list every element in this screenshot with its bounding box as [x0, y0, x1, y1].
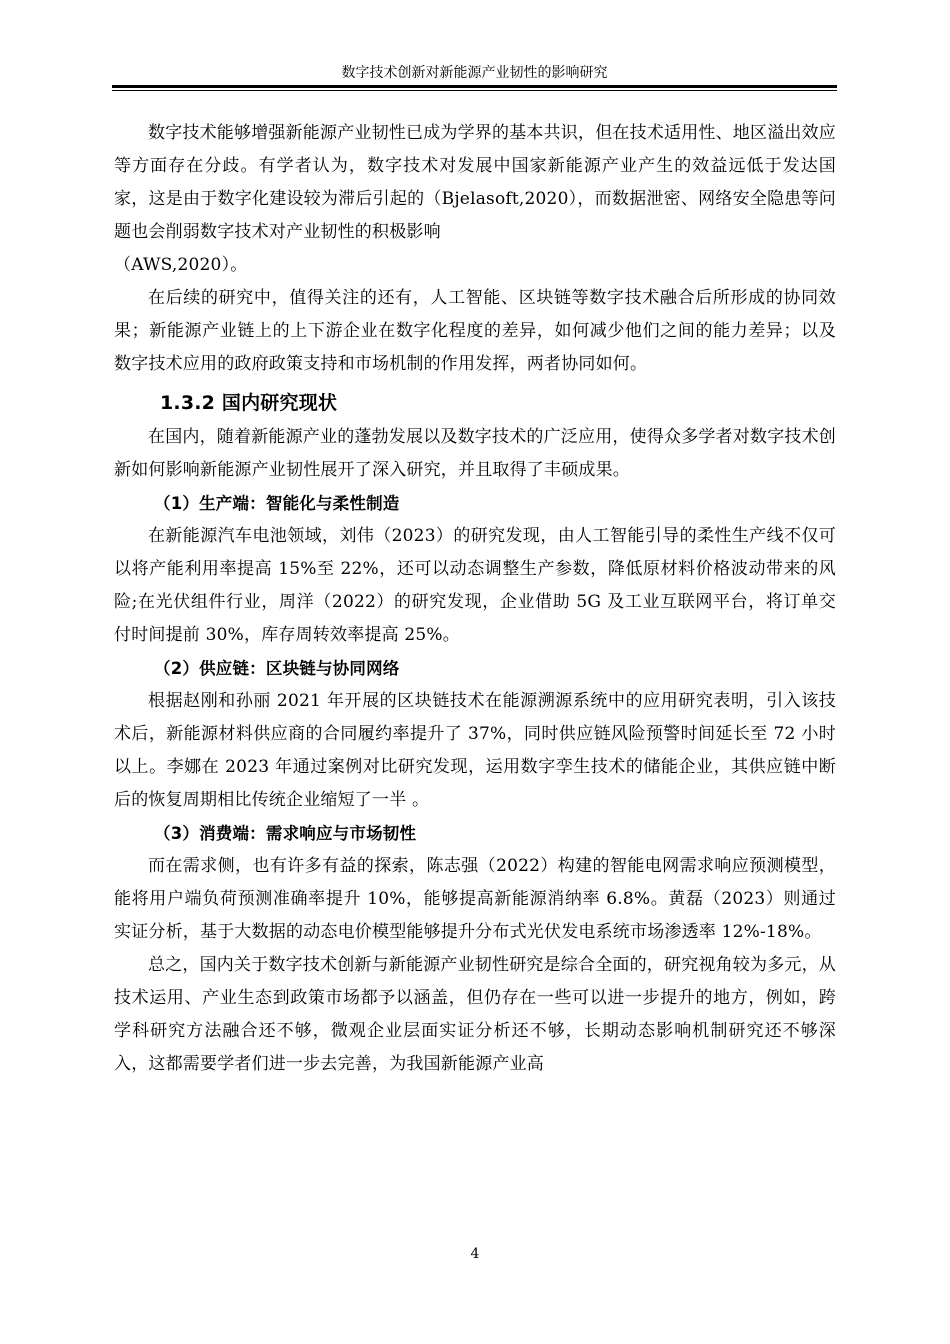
header-rule-thick — [112, 85, 837, 88]
body-text — [114, 117, 836, 1081]
summary-paragraph: 总之，国内关于数字技术创新与新能源产业韧性研究是综合全面的，研究视角较为多元，从技术运用、产业生态到政策市场都予以涵盖，但仍存在一些可以进一步提升的地方，例如，跨学科研究方法融合还不够，微观企业层面实证分析还不够，长期动态影响机制研究还不够深入，这都需要学者们进一步去完善，为我国新能源产业高 — [114, 955, 836, 1074]
section-heading: 1.3.2 国内研究现状 — [160, 392, 338, 414]
section-intro-paragraph: 在国内，随着新能源产业的蓬勃发展以及数字技术的广泛应用，使得众多学者对数字技术创新如何影响新能源产业韧性展开了深入研究，并且取得了丰硕成果。 — [114, 427, 836, 480]
running-header: 数字技术创新对新能源产业韧性的影响研究 — [341, 65, 608, 81]
intro-paragraph-2: 在后续的研究中，值得关注的还有，人工智能、区块链等数字技术融合后所形成的协同效果；新能源产业链上的上下游企业在数字化程度的差异，如何减少他们之间的能力差异；以及数字技术应用的政府政策支持和市场机制的作用发挥，两者协同如何。 — [114, 288, 836, 374]
subsection-paragraph-production: 在新能源汽车电池领域，刘伟（2023）的研究发现，由人工智能引导的柔性生产线不仅可以将产能利用率提高 15%至 22%，还可以动态调整生产参数，降低原材料价格波动带来的风险;在光伏组件行业，周洋（2022）的研究发现，企业借助 5G 及工业互联网平台，将订单交付时间提前 30%，库存周转效率提高 25%。 — [114, 526, 836, 645]
subsection-paragraph-supply-chain: 根据赵刚和孙丽 2021 年开展的区块链技术在能源溯源系统中的应用研究表明，引入该技术后，新能源材料供应商的合同履约率提升了 37%，同时供应链风险预警时间延长至 72 小时以上。李娜在 2023 年通过案例对比研究发现，运用数字孪生技术的储能企业，其供应链中断后的恢复周期相比传统企业缩短了一半 。 — [114, 691, 836, 810]
header-rule-thin — [112, 90, 837, 91]
subsection-heading-consumption: （3）消费端：需求响应与市场韧性 — [154, 824, 417, 843]
subsection-paragraph-consumption: 而在需求侧，也有许多有益的探索，陈志强（2022）构建的智能电网需求响应预测模型，能将用户端负荷预测准确率提升 10%，能够提高新能源消纳率 6.8%。黄磊（2023）则通过实证分析，基于大数据的动态电价模型能够提升分布式光伏发电系统市场渗透率 12%-18%。 — [114, 856, 836, 942]
intro-paragraph-1: 数字技术能够增强新能源产业韧性已成为学界的基本共识，但在技术适用性、地区溢出效应等方面存在分歧。有学者认为，数字技术对发展中国家新能源产业产生的效益远低于发达国家，这是由于数字化建设较为滞后引起的（Bjelasoft,2020），而数据泄密、网络安全隐患等问题也会削弱数字技术对产业韧性的积极影响 — [114, 123, 836, 242]
intro-paragraph-1-citation: （AWS,2020）。 — [114, 255, 248, 275]
page-number: 4 — [470, 1246, 480, 1262]
subsection-heading-supply-chain: （2）供应链：区块链与协同网络 — [154, 659, 400, 678]
subsection-heading-production: （1）生产端：智能化与柔性制造 — [154, 494, 400, 513]
